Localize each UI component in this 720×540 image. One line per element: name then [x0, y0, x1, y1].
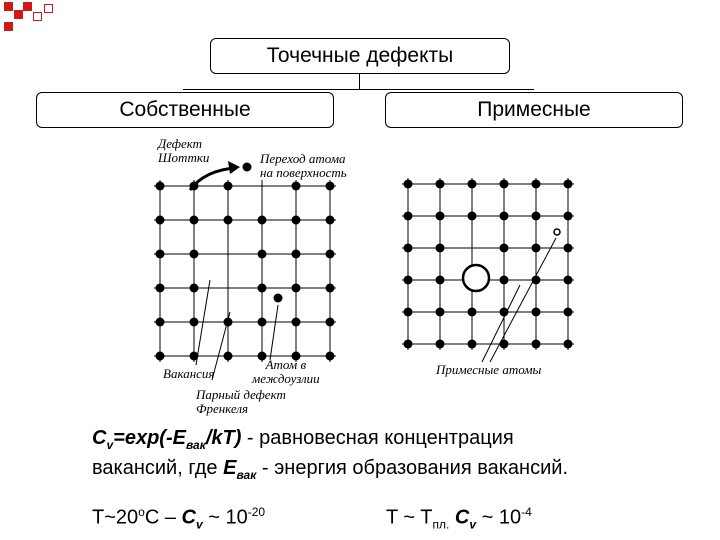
e-symbol: E — [223, 457, 237, 479]
lattice-atom — [292, 318, 301, 327]
lattice-atom — [326, 216, 335, 225]
exp-part: =exp(-E — [113, 427, 186, 449]
lattice-atom — [156, 284, 165, 293]
lattice-atom — [190, 318, 199, 327]
exponent: -4 — [521, 505, 532, 519]
lattice-atom — [436, 308, 445, 317]
lattice-atom — [500, 212, 509, 221]
lattice-atom — [258, 284, 267, 293]
degree-symbol: o — [138, 505, 145, 519]
room-temp-concentration — [92, 500, 265, 537]
approx-text: ~ 10 — [202, 506, 248, 529]
lattice-atom — [292, 182, 301, 191]
lattice-atom — [404, 244, 413, 253]
interstitial-atom — [274, 294, 283, 303]
point-defects-box: Точечные дефекты — [210, 38, 510, 74]
lattice-atom — [500, 276, 509, 285]
lattice-atom — [468, 308, 477, 317]
surface-atom — [243, 163, 252, 172]
lattice-atom — [404, 276, 413, 285]
lattice-atom — [564, 308, 573, 317]
formula-description: - равновесная концентрация — [241, 427, 514, 449]
lattice-atom — [532, 308, 541, 317]
lattice-atom — [436, 276, 445, 285]
interstitial-label: Атом в междоузлии — [252, 357, 320, 386]
cv-symbol: C — [181, 506, 196, 529]
schottky-label: Дефект Шоттки — [158, 136, 210, 165]
lattice-atom — [468, 340, 477, 349]
lattice-atom — [436, 244, 445, 253]
lattice-atom — [224, 352, 233, 361]
lattice-atom — [258, 250, 267, 259]
temperature-text: T~20 — [92, 506, 139, 529]
formula-line-2 — [92, 456, 568, 487]
melting-subscript: пл. — [432, 517, 450, 532]
formula-line-1 — [92, 426, 514, 457]
cv-subscript: v — [469, 517, 477, 532]
lattice-atom — [292, 216, 301, 225]
lattice-atom — [564, 244, 573, 253]
lattice-atom — [436, 180, 445, 189]
lattice-atom — [564, 180, 573, 189]
lattice-atom — [156, 352, 165, 361]
lattice-atom — [468, 180, 477, 189]
lattice-atom — [436, 212, 445, 221]
energy-text: - энергия образования вакансий. — [256, 457, 568, 479]
substitutional-impurity — [463, 265, 489, 291]
right-lattice — [402, 178, 574, 350]
impurity-box: Примесные — [385, 92, 683, 128]
approx-text: ~ 10 — [476, 506, 522, 529]
vacancy-text: вакансий, где — [92, 457, 224, 479]
lattice-atom — [564, 276, 573, 285]
lattice-atom — [156, 182, 165, 191]
lattice-atom — [326, 182, 335, 191]
impurity-pointer — [490, 238, 556, 362]
temperature-text: T ~ T — [386, 506, 433, 529]
cv-symbol: C — [92, 427, 107, 449]
schottky-arrow-head — [228, 161, 240, 174]
lattice-atom — [326, 318, 335, 327]
lattice-atom — [190, 284, 199, 293]
lattice-atom — [500, 244, 509, 253]
lattice-atom — [404, 340, 413, 349]
lattice-atom — [326, 284, 335, 293]
lattice-atom — [190, 216, 199, 225]
interstitial-impurity — [554, 229, 560, 235]
lattice-atom — [564, 340, 573, 349]
lattice-atom — [532, 340, 541, 349]
melting-temp-concentration — [386, 500, 532, 537]
transition-label: Переход атома на поверхность — [260, 151, 347, 180]
lattice-atom — [156, 216, 165, 225]
vacancy-label: Вакансия — [163, 366, 215, 381]
cv-symbol: C — [454, 506, 470, 529]
evak-subscript-2: вак — [236, 468, 257, 482]
lattice-atom — [258, 318, 267, 327]
lattice-atom — [532, 276, 541, 285]
lattice-atom — [532, 180, 541, 189]
left-lattice — [154, 180, 336, 362]
lattice-atom — [532, 244, 541, 253]
lattice-atom — [156, 318, 165, 327]
evak-subscript: вак — [185, 438, 206, 452]
kt-part: /kT) — [205, 427, 242, 449]
lattice-atom — [500, 180, 509, 189]
exponent: -20 — [247, 505, 266, 519]
cv-subscript: v — [106, 438, 114, 452]
impurity-label: Примесные атомы — [436, 362, 542, 377]
lattice-atom — [292, 250, 301, 259]
lattice-atom — [292, 284, 301, 293]
lattice-atom — [404, 308, 413, 317]
lattice-atom — [468, 212, 477, 221]
lattice-atom — [224, 216, 233, 225]
lattice-atom — [190, 250, 199, 259]
lattice-atom — [532, 212, 541, 221]
lattice-atom — [404, 212, 413, 221]
lattice-atom — [564, 212, 573, 221]
lattice-atom — [326, 352, 335, 361]
lattice-atom — [224, 182, 233, 191]
frenkel-label: Парный дефект Френкеля — [196, 387, 286, 416]
lattice-atom — [156, 250, 165, 259]
intrinsic-box: Собственные — [36, 92, 334, 128]
lattice-atom — [404, 180, 413, 189]
lattice-atom — [436, 340, 445, 349]
celsius-text: C – — [144, 506, 182, 529]
cv-subscript: v — [195, 517, 203, 532]
lattice-atom — [258, 216, 267, 225]
interstitial-pointer — [270, 305, 278, 360]
impurity-pointer — [482, 285, 520, 362]
lattice-atom — [326, 250, 335, 259]
